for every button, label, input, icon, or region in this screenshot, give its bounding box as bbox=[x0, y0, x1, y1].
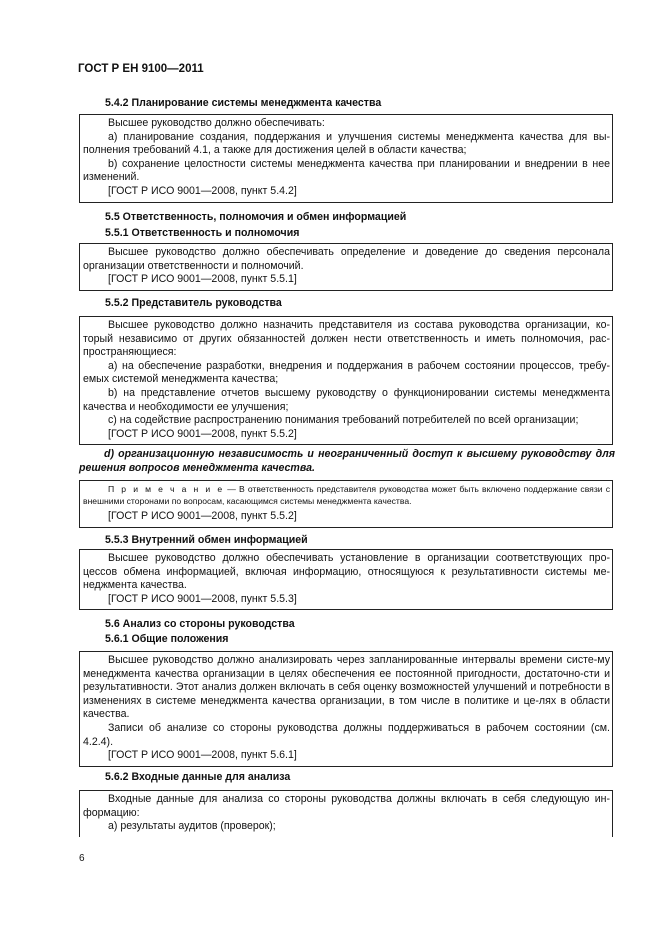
reference: [ГОСТ Р ИСО 9001—2008, пункт 5.5.2] bbox=[108, 510, 297, 522]
paragraph: a) результаты аудитов (проверок); bbox=[108, 820, 276, 833]
quote-box-5-5-2 bbox=[79, 316, 613, 445]
quote-box-5-4-2 bbox=[79, 114, 613, 203]
paragraph: a) на обеспечение разработки, внедрения и поддержания в рабочем состоянии процессов, требу-емых системой менеджмента качества; bbox=[83, 359, 610, 386]
paragraph: b) сохранение целостности системы менеджмента качества при планировании и внедрении в нее изменений. bbox=[83, 157, 610, 184]
section-heading-5-5-1: 5.5.1 Ответственность и полномочия bbox=[105, 227, 300, 239]
reference: [ГОСТ Р ИСО 9001—2008, пункт 5.4.2] bbox=[108, 184, 297, 197]
paragraph: Высшее руководство должно назначить представителя из состава руководства организации, ко-торый независимо от других обязанностей должен нести ответственность и иметь полномочия, рас-пространяющиеся: bbox=[83, 319, 610, 359]
section-heading-5-5: 5.5 Ответственность, полномочия и обмен информацией bbox=[105, 211, 407, 223]
paragraph: Входные данные для анализа со стороны руководства должны включать в себя следующую ин-формацию: bbox=[83, 793, 610, 819]
paragraph: Высшее руководство должно обеспечивать: bbox=[108, 117, 325, 129]
note-box-5-5-2 bbox=[79, 480, 613, 528]
reference: [ГОСТ Р ИСО 9001—2008, пункт 5.5.1] bbox=[108, 273, 297, 286]
reference: [ГОСТ Р ИСО 9001—2008, пункт 5.6.1] bbox=[108, 749, 297, 762]
document-header: ГОСТ Р ЕН 9100—2011 bbox=[78, 63, 204, 75]
paragraph: Высшее руководство должно анализировать через запланированные интервалы времени систе-му менеджмента качества организации в целях обеспечения ее постоянной пригодности, достаточно-сти и результативности. Этот анализ должен включать в себя оценку возможностей улучшений и потребности в изменениях в системе менеджмента качества организации, в том числе в политике и це-лях в области качества. bbox=[83, 654, 610, 721]
note-text bbox=[83, 483, 610, 507]
note-body: — В ответственность представителя руководства может быть включено поддержание связи с внешними сторонами по вопросам, касающимся системы менеджмента качества. bbox=[83, 484, 610, 506]
paragraph: Высшее руководство должно обеспечивать определение и доведение до сведения персонала организации ответственности и полномочий. bbox=[83, 246, 610, 272]
section-heading-5-5-3: 5.5.3 Внутренний обмен информацией bbox=[105, 534, 308, 546]
paragraph: c) на содействие распространению понимания требований потребителей по всей организации; bbox=[108, 414, 579, 427]
reference: [ГОСТ Р ИСО 9001—2008, пункт 5.5.2] bbox=[108, 427, 297, 440]
section-heading-5-6-1: 5.6.1 Общие положения bbox=[105, 633, 229, 645]
quote-box-5-5-1 bbox=[79, 243, 613, 291]
page-number: 6 bbox=[79, 853, 85, 864]
paragraph: b) на представление отчетов высшему руководству о функционировании системы менеджмента качества и необходимости ее улучшения; bbox=[83, 386, 610, 413]
note-label: П р и м е ч а н и е bbox=[108, 484, 225, 494]
quote-box-5-6-1 bbox=[79, 651, 613, 767]
quote-box-5-5-3 bbox=[79, 549, 613, 610]
quote-box-5-6-2 bbox=[79, 790, 613, 837]
national-addition-d bbox=[79, 448, 615, 475]
paragraph: Записи об анализе со стороны руководства должны поддерживаться в рабочем состоянии (см. 4.2.4). bbox=[83, 721, 610, 748]
addition-text: d) организационную независимость и неограниченный доступ к высшему руководству для решения вопросов менеджмента качества. bbox=[79, 448, 615, 474]
reference: [ГОСТ Р ИСО 9001—2008, пункт 5.5.3] bbox=[108, 592, 297, 605]
section-heading-5-6-2: 5.6.2 Входные данные для анализа bbox=[105, 771, 291, 783]
paragraph: a) планирование создания, поддержания и улучшения системы менеджмента качества для вы-полнения требований 4.1, а также для достижения целей в области качества; bbox=[83, 130, 610, 157]
section-heading-5-5-2: 5.5.2 Представитель руководства bbox=[105, 297, 282, 309]
paragraph: Высшее руководство должно обеспечивать установление в организации соответствующих про-цессов обмена информацией, включая информацию, относящуюся к результативности системы ме-неджмента качества. bbox=[83, 552, 610, 592]
section-heading-5-6: 5.6 Анализ со стороны руководства bbox=[105, 618, 295, 630]
section-heading-5-4-2: 5.4.2 Планирование системы менеджмента качества bbox=[105, 97, 382, 109]
